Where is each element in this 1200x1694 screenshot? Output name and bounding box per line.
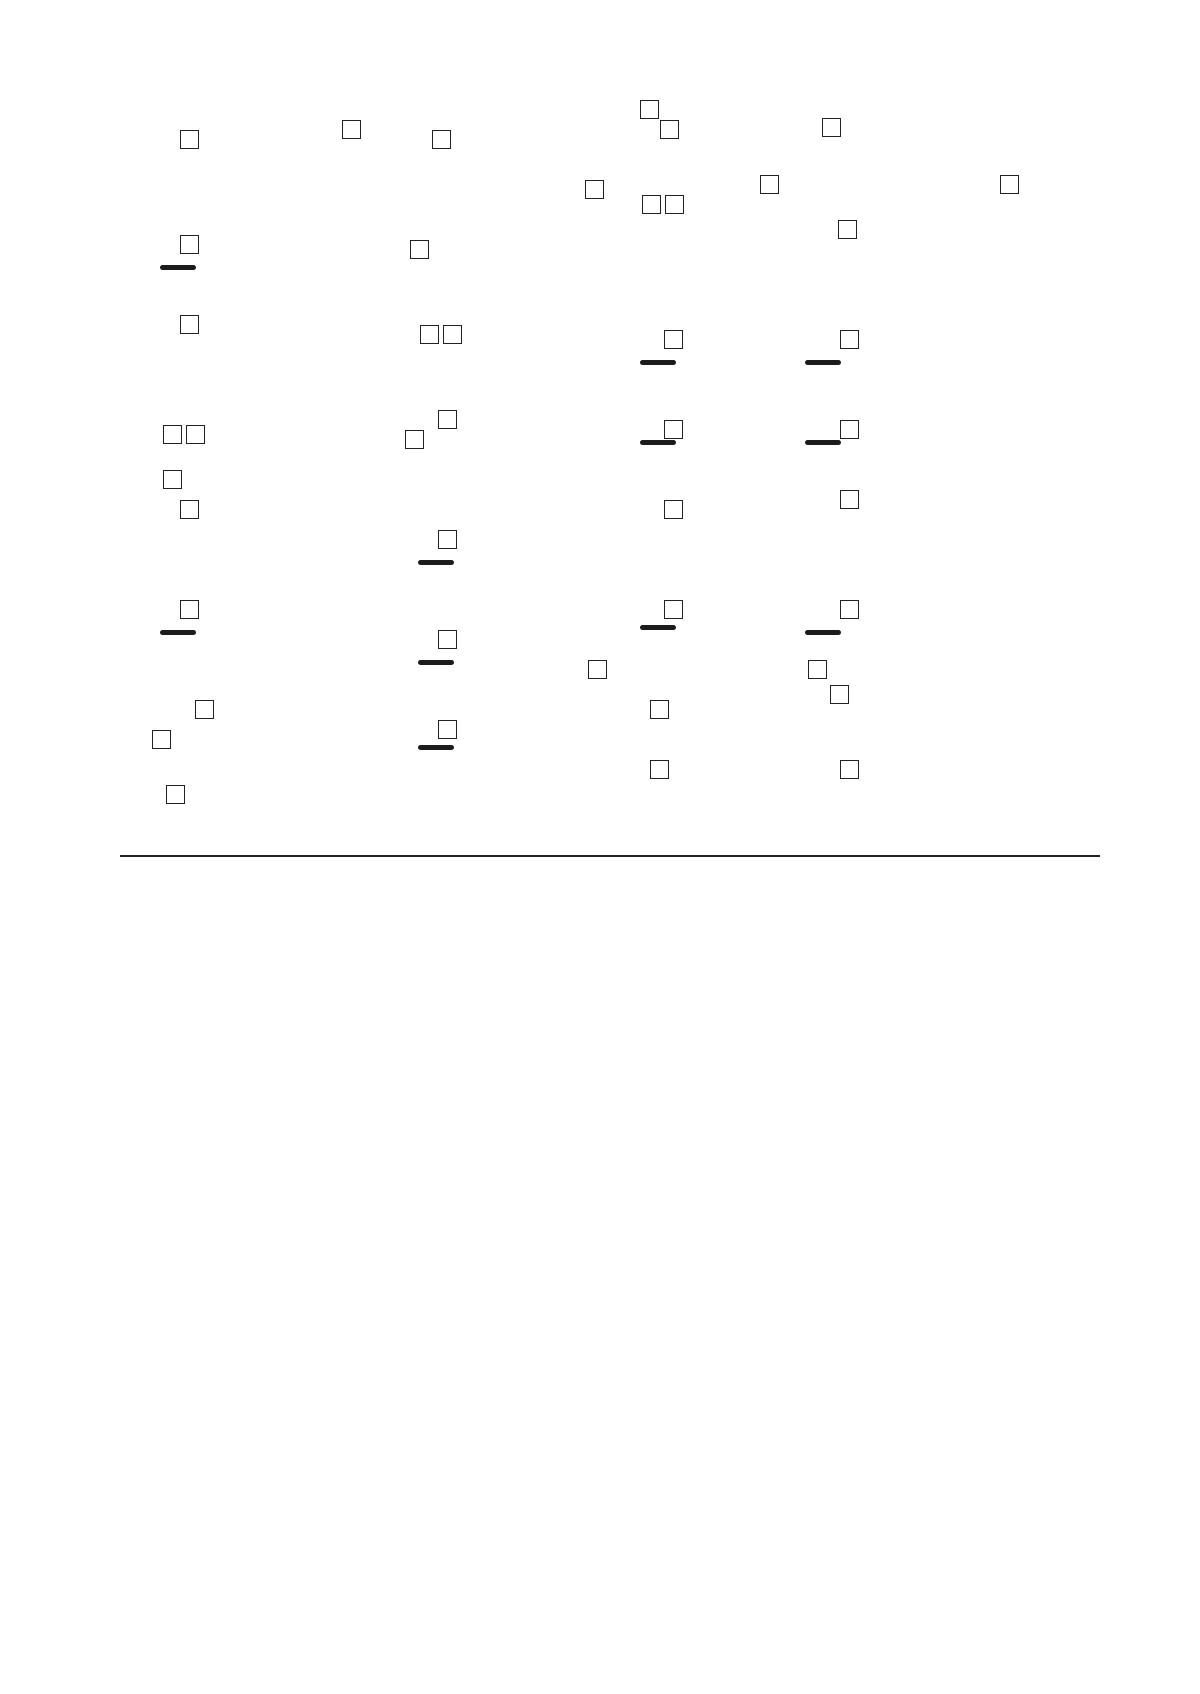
mark-sa <box>585 180 604 203</box>
mark-lower <box>342 120 361 143</box>
mark-re <box>438 530 457 553</box>
mark-fa <box>163 470 182 493</box>
mark-sa <box>180 235 199 258</box>
mark-re <box>438 630 457 653</box>
mark-fa <box>830 685 849 708</box>
chant-stroke <box>160 265 196 270</box>
chant-stroke <box>418 745 454 750</box>
mark-ra <box>180 500 199 523</box>
mark-re <box>166 785 185 808</box>
chant-stroke <box>805 630 841 635</box>
mark-re <box>650 760 669 783</box>
mark-ra <box>180 315 199 338</box>
mark-do <box>665 195 684 218</box>
chant-stroke <box>418 560 454 565</box>
mark-sa <box>840 330 859 353</box>
mark-re <box>438 720 457 743</box>
chant-stroke <box>640 625 676 630</box>
mark-sa <box>443 325 462 348</box>
section-divider <box>120 855 1100 857</box>
mark-sa <box>438 410 457 433</box>
mark-re <box>405 430 424 453</box>
chant-stroke <box>640 440 676 445</box>
mark-sa <box>152 730 171 753</box>
mark-lower <box>588 660 607 683</box>
mark-ra <box>432 130 451 153</box>
chant-stroke <box>160 630 196 635</box>
mark-sa <box>664 330 683 353</box>
mark-ra <box>180 130 199 153</box>
mark-ra <box>642 195 661 218</box>
chant-stroke <box>805 440 841 445</box>
mark-sa <box>664 600 683 623</box>
chant-stroke <box>640 360 676 365</box>
mark-sa <box>410 240 429 263</box>
chant-stroke <box>805 360 841 365</box>
mark-sa <box>180 600 199 623</box>
mark-sa <box>840 600 859 623</box>
mark-sa <box>186 425 205 448</box>
mark-ra <box>660 120 679 143</box>
mark-ra <box>664 500 683 523</box>
chant-stroke <box>418 660 454 665</box>
mark-fa <box>650 700 669 723</box>
mark-ra <box>838 220 857 243</box>
mark-fa <box>195 700 214 723</box>
mark-fa <box>420 325 439 348</box>
mark-sa <box>1000 175 1019 198</box>
mark-sa <box>163 425 182 448</box>
mark-ra <box>822 118 841 141</box>
mark-re <box>840 760 859 783</box>
mark-do <box>640 100 659 123</box>
mark-lower <box>808 660 827 683</box>
mark-sa <box>760 175 779 198</box>
mark-sa <box>840 420 859 443</box>
mark-ra <box>840 490 859 513</box>
